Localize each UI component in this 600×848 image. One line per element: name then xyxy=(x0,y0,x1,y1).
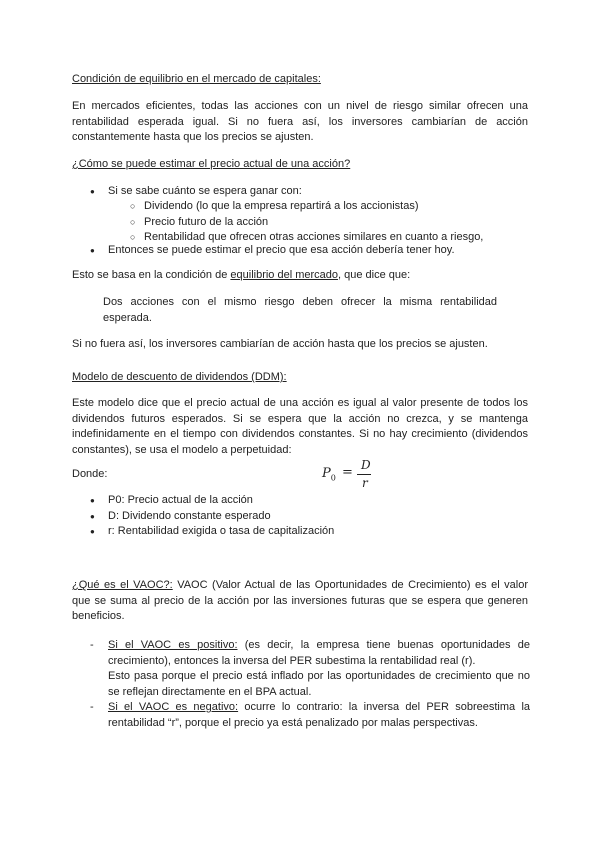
vaoc-intro: VAOC (Valor Actual de las Oportunidades de Crecimiento) es el valor que se suma al precio de la acción por las inversiones futuras que se espera que generen beneficios. xyxy=(72,579,529,622)
list-item: ● Si se sabe cuánto se espera ganar con: xyxy=(90,184,530,200)
paragraph-ddm: Este modelo dice que el precio actual de una acción es igual al valor presente de todos los dividendos futuros esperados. Si se espera que la acción no crezca, y se mantenga indefinidamente en el tiempo con dividendos constantes. Si no hay crecimiento (dividendos constantes), se usa el modelo a perpetuidad: xyxy=(72,397,528,456)
list-item: ● D: Dividendo constante esperado xyxy=(90,509,530,525)
donde-label: Donde: xyxy=(72,468,108,480)
list-item: ○ Dividendo (lo que la empresa repartirá a los accionistas) xyxy=(130,199,530,215)
formula-denominator: r xyxy=(362,476,368,490)
paragraph-closing: Si no fuera así, los inversores cambiarían de acción hasta que los precios se ajusten. xyxy=(72,338,488,350)
list-item-positivo xyxy=(90,638,530,669)
sub-bullet-list xyxy=(90,199,530,246)
list-item: ● r: Rentabilidad exigida o tasa de capitalización xyxy=(90,524,530,540)
positivo-text-2: Esto pasa porque el precio está inflado por las oportunidades de crecimiento que no se reflejan directamente en el BPA actual. xyxy=(108,670,530,698)
negativo-text: ocurre lo contrario: la inversa del PER sobreestima la rentabilidad “r”, porque el precio ya está penalizado por malas perspectivas. xyxy=(108,701,530,729)
section-heading-ddm: Modelo de descuento de dividendos (DDM): xyxy=(72,371,287,383)
section-heading-vaoc: ¿Qué es el VAOC?: xyxy=(72,579,173,591)
negativo-label: Si el VAOC es negativo: xyxy=(108,701,239,713)
equilibrio-mercado-link: equilibrio del mercado xyxy=(230,269,339,281)
dash-marker: - xyxy=(90,639,94,651)
list-item: ● Entonces se puede estimar el precio que esa acción debería tener hoy. xyxy=(90,243,530,259)
paragraph-equilibrio: En mercados eficientes, todas las acciones con un nivel de riesgo similar ofrecen una rentabilidad esperada igual. Si no fuera así, los inversores cambiarían de acción constantemente hasta que los precios se ajusten. xyxy=(72,100,528,143)
formula-equals: = xyxy=(342,465,353,480)
paragraph-basis xyxy=(72,268,528,284)
positivo-text: (es decir, la empresa tiene buenas oportunidades de crecimiento), entonces la inversa del PER subestima la rentabilidad real (r). xyxy=(108,639,530,667)
bullet-list-entonces xyxy=(90,243,530,259)
bullet-list-variables xyxy=(90,493,530,540)
list-item: ○ Rentabilidad que ofrecen otras acciones similares en cuanto a riesgo, xyxy=(130,230,530,246)
section-heading-estimar-precio: ¿Cómo se puede estimar el precio actual de una acción? xyxy=(72,158,351,170)
list-item: ● P0: Precio actual de la acción xyxy=(90,493,530,509)
perpetuity-formula xyxy=(322,458,382,492)
list-item-negativo xyxy=(90,700,530,731)
basis-text: Esto se basa en la condición de xyxy=(72,269,231,281)
list-item: ○ Precio futuro de la acción xyxy=(130,215,530,231)
formula-lhs: $P_0$ xyxy=(322,466,336,483)
list-item-positivo-cont xyxy=(90,669,530,700)
dash-list-vaoc xyxy=(90,638,530,731)
basis-text-end: , que dice que: xyxy=(338,269,411,281)
dash-marker: - xyxy=(90,701,94,713)
paragraph-vaoc xyxy=(72,578,528,625)
bullet-list-estimar xyxy=(90,184,530,200)
quote-block: Dos acciones con el mismo riesgo deben ofrecer la misma rentabilidad esperada. xyxy=(103,296,497,324)
formula-numerator: D xyxy=(361,458,371,472)
section-heading-equilibrio: Condición de equilibrio en el mercado de capitales: xyxy=(72,73,321,85)
positivo-label: Si el VAOC es positivo: xyxy=(108,639,238,651)
fraction-bar xyxy=(357,474,371,475)
